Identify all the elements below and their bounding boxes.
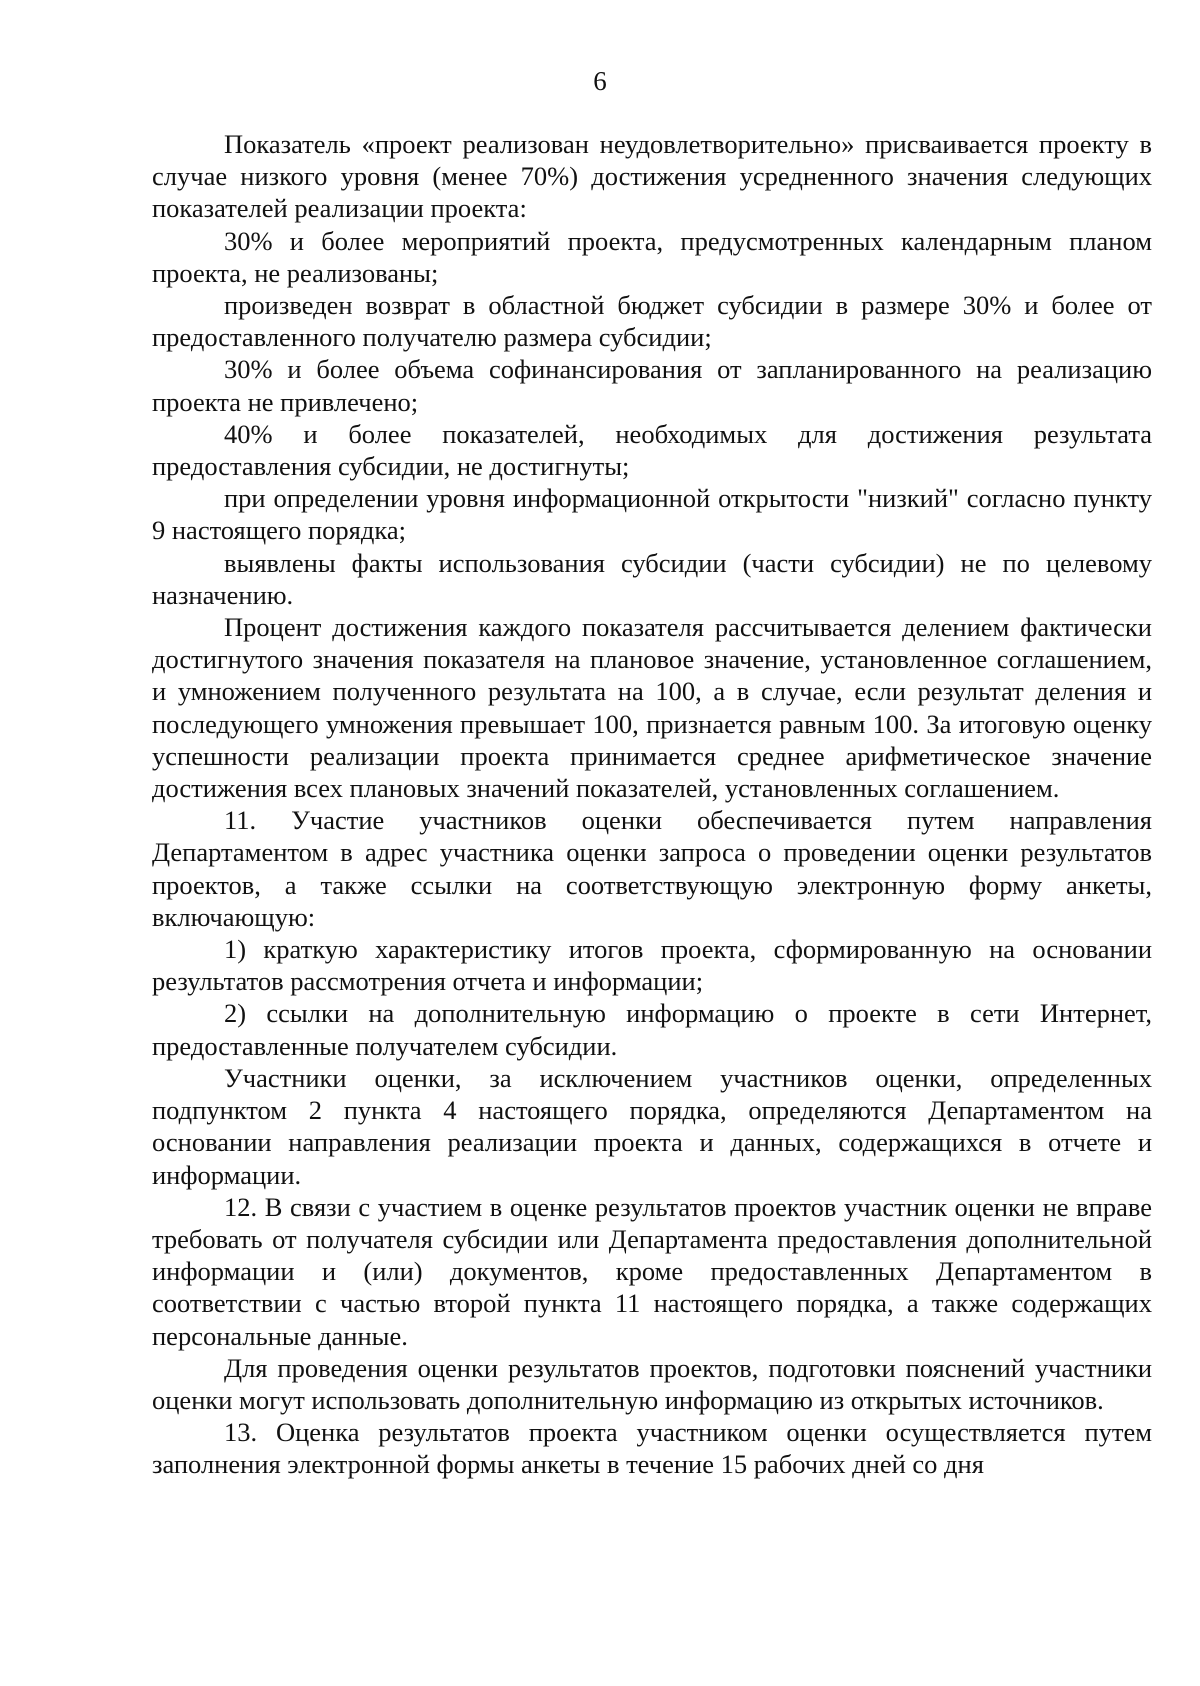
paragraph-information-openness: при определении уровня информационной открытости "низкий" согласно пункту 9 настоящего порядка;	[152, 483, 1152, 546]
paragraph-open-sources: Для проведения оценки результатов проектов, подготовки пояснений участники оценки могут использовать дополнительную информацию из открытых источников.	[152, 1352, 1152, 1415]
paragraph-activities-not-implemented: 30% и более мероприятий проекта, предусмотренных календарным планом проекта, не реализованы;	[152, 225, 1152, 288]
paragraph-clause-12: 12. В связи с участием в оценке результатов проектов участник оценки не вправе требовать от получателя субсидии или Департамента предоставления дополнительной информации и (или) документов, кроме предоставленных Департаментом в соответствии с частью второй пункта 11 настоящего порядка, а также содержащих персональные данные.	[152, 1191, 1152, 1351]
document-text	[152, 128, 1152, 1481]
paragraph-subitem-2: 2) ссылки на дополнительную информацию о проекте в сети Интернет, предоставленные получателем субсидии.	[152, 998, 1152, 1061]
paragraph-clause-13: 13. Оценка результатов проекта участником оценки осуществляется путем заполнения электронной формы анкеты в течение 15 рабочих дней со дня	[152, 1417, 1152, 1480]
paragraph-clause-11: 11. Участие участников оценки обеспечивается путем направления Департаментом в адрес участника оценки запроса о проведении оценки результатов проектов, а также ссылки на соответствующую электронную форму анкеты, включающую:	[152, 805, 1152, 932]
paragraph-evaluation-participants: Участники оценки, за исключением участников оценки, определенных подпунктом 2 пункта 4 настоящего порядка, определяются Департаментом на основании направления реализации проекта и данных, содержащихся в отчете и информации.	[152, 1062, 1152, 1190]
paragraph-misuse-of-subsidy: выявлены факты использования субсидии (части субсидии) не по целевому назначению.	[152, 547, 1152, 610]
paragraph-achievement-percentage: Процент достижения каждого показателя рассчитывается делением фактически достигнутого значения показателя на плановое значение, установленное соглашением, и умножением полученного результата на 100, а в случае, если результат деления и последующего умножения превышает 100, признается равным 100. За итоговую оценку успешности реализации проекта принимается среднее арифметическое значение достижения всех плановых значений показателей, установленных соглашением.	[152, 612, 1152, 804]
paragraph-subsidy-return: произведен возврат в областной бюджет субсидии в размере 30% и более от предоставленного получателю размера субсидии;	[152, 290, 1152, 353]
page-number: 6	[593, 66, 607, 96]
paragraph-subitem-1: 1) краткую характеристику итогов проекта, сформированную на основании результатов рассмотрения отчета и информации;	[152, 934, 1152, 997]
paragraph-indicators-not-achieved: 40% и более показателей, необходимых для достижения результата предоставления субсидии, не достигнуты;	[152, 418, 1152, 482]
paragraph-unsatisfactory-indicator: Показатель «проект реализован неудовлетворительно» присваивается проекту в случае низкого уровня (менее 70%) достижения усредненного значения следующих показателей реализации проекта:	[152, 129, 1152, 224]
paragraph-cofinancing: 30% и более объема софинансирования от запланированного на реализацию проекта не привлечено;	[152, 354, 1152, 417]
